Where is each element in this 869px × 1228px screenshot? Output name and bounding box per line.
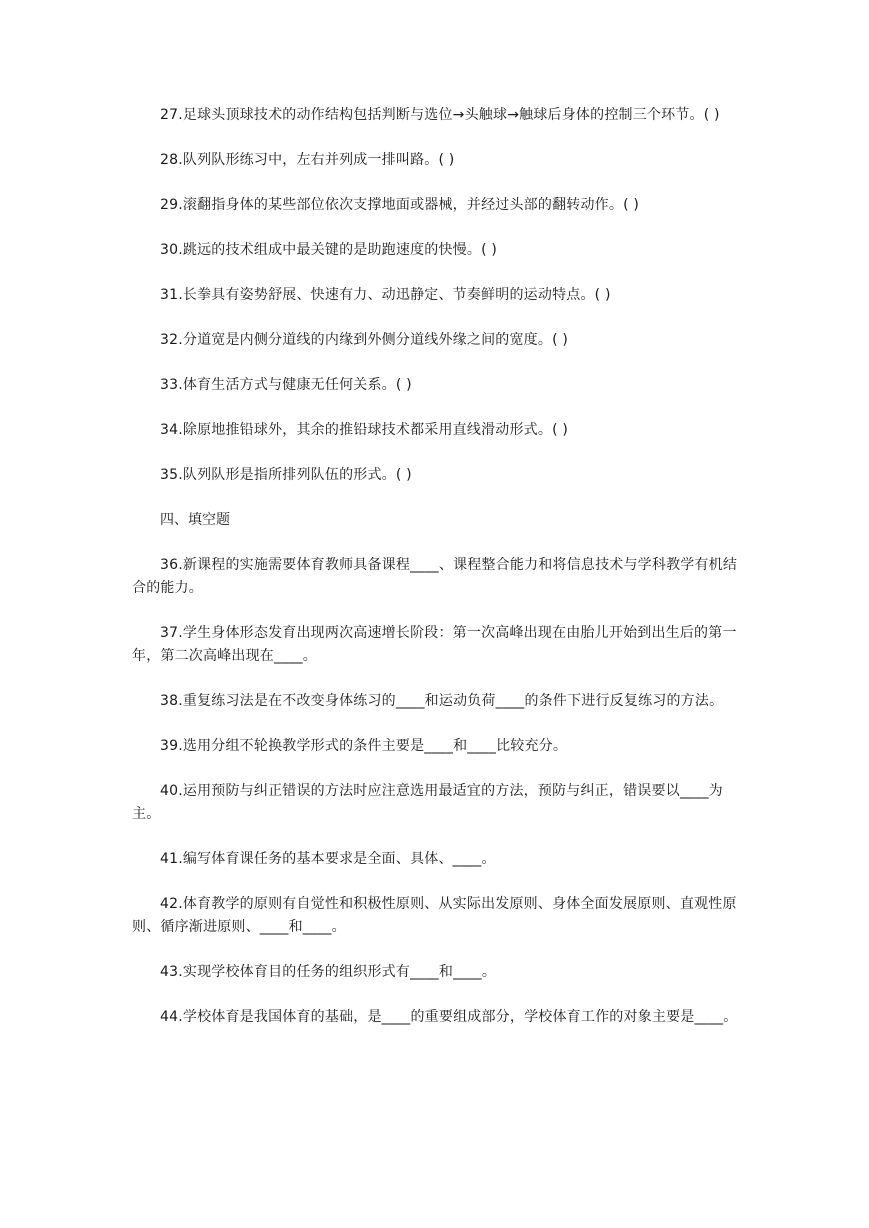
question-40: 40.运用预防与纠正错误的方法时应注意选用最适宜的方法，预防与纠正，错误要以____为主。 [132, 783, 723, 822]
question-43: 43.实现学校体育目的任务的组织形式有____和____。 [160, 964, 497, 980]
question-36: 36.新课程的实施需要体育教师具备课程____、课程整合能力和将信息技术与学科教学有机结合的能力。 [132, 557, 738, 596]
section-heading-fill-in-blank: 四、填空题 [160, 512, 230, 528]
question-29: 29.滚翻指身体的某些部位依次支撑地面或器械，并经过头部的翻转动作。( ) [160, 197, 640, 213]
question-27: 27.足球头顶球技术的动作结构包括判断与选位→头触球→触球后身体的控制三个环节。( ) [160, 107, 720, 123]
question-37: 37.学生身体形态发育出现两次高速增长阶段：第一次高峰出现在由胎儿开始到出生后的第一年，第二次高峰出现在____。 [132, 625, 737, 664]
question-33: 33.体育生活方式与健康无任何关系。( ) [160, 377, 412, 393]
question-34: 34.除原地推铅球外，其余的推铅球技术都采用直线滑动形式。( ) [160, 422, 569, 438]
document-body [132, 104, 740, 1051]
question-38: 38.重复练习法是在不改变身体练习的____和运动负荷____的条件下进行反复练习的方法。 [160, 693, 724, 709]
question-44: 44.学校体育是我国体育的基础，是____的重要组成部分，学校体育工作的对象主要是____。 [160, 1009, 738, 1025]
question-32: 32.分道宽是内侧分道线的内缘到外侧分道线外缘之间的宽度。( ) [160, 332, 569, 348]
question-31: 31.长拳具有姿势舒展、快速有力、动迅静定、节奏鲜明的运动特点。( ) [160, 287, 611, 303]
question-39: 39.选用分组不轮换教学形式的条件主要是____和____比较充分。 [160, 738, 568, 754]
question-35: 35.队列队形是指所排列队伍的形式。( ) [160, 467, 412, 483]
question-41: 41.编写体育课任务的基本要求是全面、具体、____。 [160, 851, 496, 867]
question-30: 30.跳远的技术组成中最关键的是助跑速度的快慢。( ) [160, 242, 498, 258]
question-28: 28.队列队形练习中，左右并列成一排叫路。( ) [160, 152, 455, 168]
question-42: 42.体育教学的原则有自觉性和积极性原则、从实际出发原则、身体全面发展原则、直观性原则、循序渐进原则、____和____。 [132, 896, 737, 935]
